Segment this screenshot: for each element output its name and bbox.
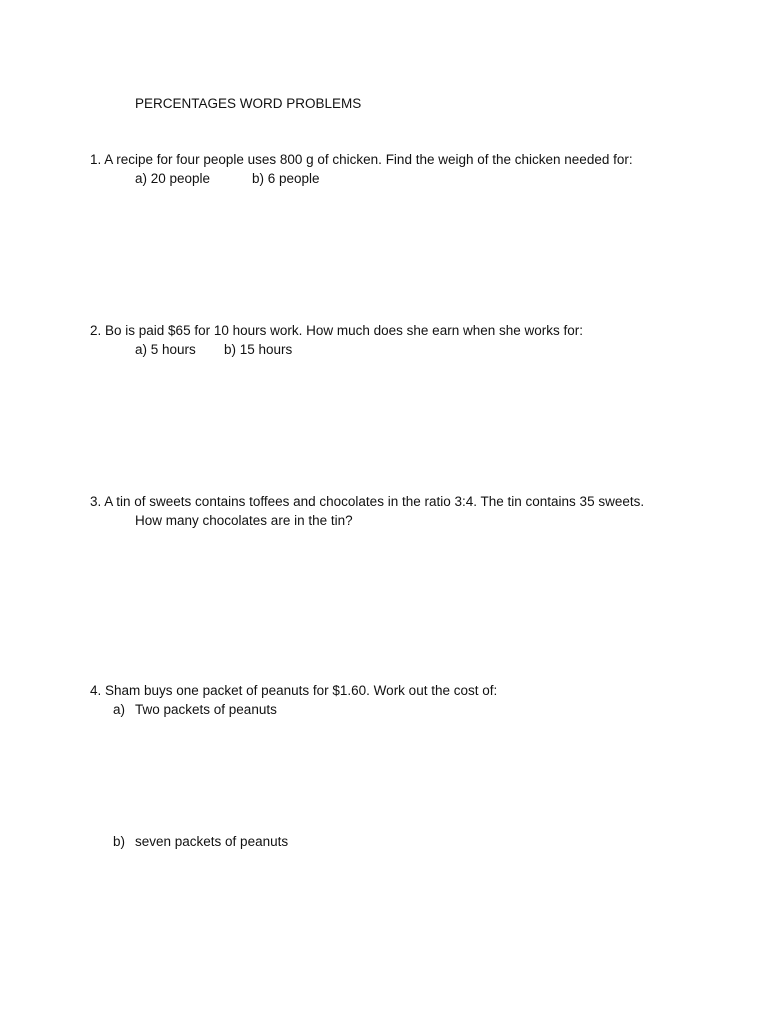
question-1-text: 1. A recipe for four people uses 800 g of chicken. Find the weigh of the chicken needed for: [90,152,633,167]
worksheet-title: PERCENTAGES WORD PROBLEMS [135,96,362,111]
question-4-part-b-text: seven packets of peanuts [135,834,289,849]
question-3-continuation: How many chocolates are in the tin? [135,513,353,528]
question-3-text: 3. A tin of sweets contains toffees and chocolates in the ratio 3:4. The tin contains 35 sweets. [90,494,645,509]
question-4-part-a-marker: a) [113,702,126,717]
question-4-text: 4. Sham buys one packet of peanuts for $1.60. Work out the cost of: [90,683,498,698]
question-2-text: 2. Bo is paid $65 for 10 hours work. How much does she earn when she works for: [90,323,584,338]
question-4-part-a-text: Two packets of peanuts [135,702,277,717]
question-1-part-a: a) 20 people [135,171,211,186]
question-4-part-b-marker: b) [113,834,126,849]
question-2-part-b: b) 15 hours [224,342,293,357]
question-2-part-a: a) 5 hours [135,342,196,357]
question-1-part-b: b) 6 people [252,171,320,186]
